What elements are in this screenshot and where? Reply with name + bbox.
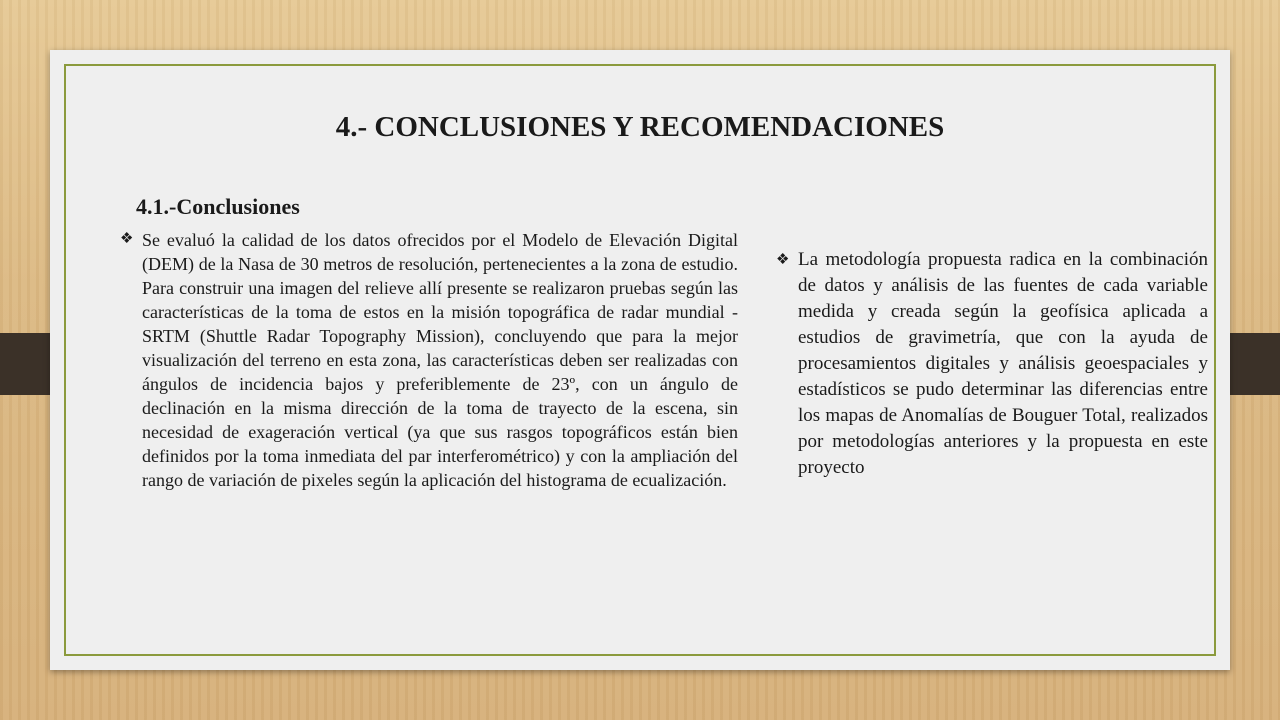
left-bullet-text: Se evaluó la calidad de los datos ofrecidos por el Modelo de Elevación Digital (DEM) de la Nasa de 30 metros de resolución, pertenecientes a la zona de estudio. Para construir una imagen del relieve allí presente se realizaron pruebas según las características de la toma de estos en la misión topográfica de radar mundial -SRTM (Shuttle Radar Topography Mission), concluyendo que para la mejor visualización del terreno en esta zona, las características deben ser realizadas con ángulos de incidencia bajos y preferiblemente de 23º, con un ángulo de declinación en la misma dirección de la toma de trayecto de la escena, sin necesidad de exageración vertical (ya que sus rasgos topográficos están bien definidos por la toma inmediata del par interferométrico) y con la ampliación del rango de variación de pixeles según la aplicación del histograma de ecualización. xyxy=(142,230,738,490)
right-bullet-text: La metodología propuesta radica en la combinación de datos y análisis de las fuentes de cada variable medida y creada según la geofísica aplicada a estudios de gravimetría, que con la ayuda de procesamientos digitales y análisis geoespaciales y estadísticos se pudo determinar las diferencias entre los mapas de Anomalías de Bouguer Total, realizados por metodologías anteriores y la propuesta en este proyecto xyxy=(798,249,1208,478)
diamond-bullet-icon: ❖ xyxy=(120,231,134,247)
slide-title: 4.- CONCLUSIONES Y RECOMENDACIONES xyxy=(335,111,945,143)
slide-frame xyxy=(64,64,1216,656)
slide-card xyxy=(50,50,1230,670)
right-bullet-item xyxy=(776,247,1210,481)
diamond-bullet-icon: ❖ xyxy=(776,252,790,268)
left-bullet-item xyxy=(120,228,746,492)
section-subtitle: 4.1.-Conclusiones xyxy=(136,194,300,219)
